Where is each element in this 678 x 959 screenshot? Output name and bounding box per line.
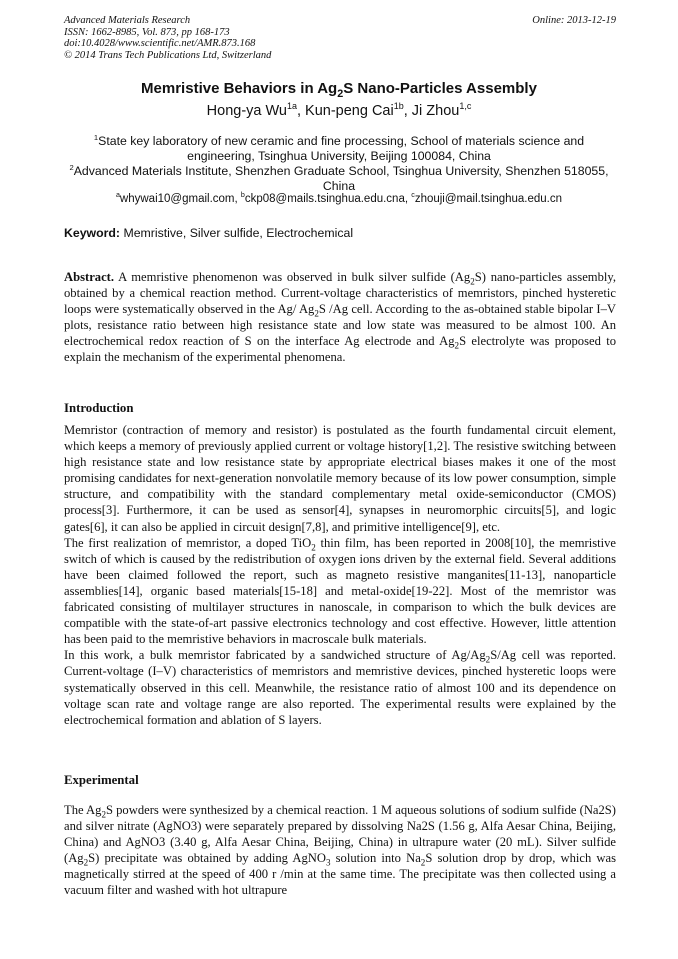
- abstract: Abstract. A memristive phenomenon was observed in bulk silver sulfide $(Ag_2S)$ nano-particles assembly, obtained by a chemical reaction method. Current-voltage characteristics of memristors, pinched hysteretic loops were systematically observed in the Ag/ $Ag_2S$ /Ag cell. According to the as-obtained stable bipolar I–V plots, resistance ratio between high resistance state and low state was measured to be almost 100. An electrochemical redox reaction of S on the interface Ag electrode and $Ag_2S$ electrolyte was proposed to explain the mechanism of the experimental phenomena.: [64, 270, 617, 365]
- keywords-list: Memristive, Silver sulfide, Electrochemical: [120, 226, 354, 240]
- affiliations: [60, 134, 618, 194]
- paragraph: The first realization of memristor, a doped TiO$_2$ thin film, has been reported in 2008[10], the memristive switch of which is caused by the redistribution of oxygen ions driven by the external field. Several additions have been claimed followed the report, such as magneto resistive manganites[11-13], nanoparticle assemblies[14], organic based materials[15-18] and metal-oxide[19-22]. Most of the memristor was fabricated consisting of multilayer structures in nanoscale, in comparison to which the bulk devices are compatible with the state-of-art passive electronics technology and cost effective. However, little attention has been paid to the memristive behaviors in macroscale bulk materials.: [64, 535, 616, 647]
- introduction-body: [64, 422, 616, 728]
- author-name: Hong-ya Wu: [206, 103, 287, 119]
- paragraph: In this work, a bulk memristor fabricated by a sandwiched structure of $Ag/Ag_2S/Ag$ cell was reported. Current-voltage (I–V) characteristics of memristors and memristive devices, pinched hysteretic loops were systematically observed in this cell. Meanwhile, the resistance ratio of almost 100 and its dependence on voltage scan rate and voltage range are also reported. The experimental results were explained by the electrochemical formation and ablation of S layers.: [64, 648, 616, 727]
- paper-title: Memristive Behaviors in $Ag_2S$ Nano-Particles Assembly: [141, 80, 537, 100]
- keywords: [64, 226, 353, 241]
- author-name: , Ji Zhou: [403, 103, 460, 119]
- affiliation-1: $^1$State key laboratory of new ceramic and fine processing, School of materials science and engineering, Tsinghua University, Beijing 100084, China: [93, 132, 585, 163]
- journal-header: [64, 15, 271, 61]
- journal-name: Advanced Materials Research: [64, 15, 191, 26]
- experimental-body: The $Ag_2S$ powders were synthesized by a chemical reaction. 1 M aqueous solutions of sodium sulfide (Na2S) and silver nitrate (AgNO3) were separately prepared by dissolving Na2S (1.56 g, Alfa Aesar China, Beijing, China) and AgNO3 (3.40 g, Alfa Aesar China, Beijing, China) in ultrapure water (20 mL). Silver sulfide $(Ag_2S)$ precipitate was obtained by adding AgNO$_3$ solution into $Na_2S$ solution drop by drop, which was magnetically stirred at the speed of 400 r /min at the same time. The precipitate was then collected using a vacuum filter and washed with hot ultrapure: [64, 803, 617, 898]
- experimental-heading: Experimental: [64, 773, 139, 787]
- paragraph: Memristor (contraction of memory and resistor) is postulated as the fourth fundamental circuit element, which keeps a memory of previously applied current or voltage history[1,2]. The resistive switching between high resistance state and low resistance state by appropriate electrical biases makes it one of the most promising candidates for next-generation nonvolatile memory because of its low power consumption, simple structure, and compatibility with the standard complementary metal oxide-semiconductor (CMOS) process[3]. Furthermore, it can be used as sensor[4], synapses in neuromorphic circuits[5], and logic gates[6], it can also be applied in circuit design[7,8], and primitive intelligence[9], etc.: [64, 423, 616, 534]
- author-emails: $^a$whywai10@gmail.com, $^b$ckp08@mails.tsinghua.edu.cna, $^c$zhouji@mail.tsinghua.edu.cn: [115, 191, 563, 205]
- author-name: , Kun-peng Cai: [296, 103, 394, 119]
- copyright-line: © 2014 Trans Tech Publications Ltd, Switzerland: [64, 49, 272, 61]
- issn-line: ISSN: 1662-8985, Vol. 873, pp 168-173: [64, 26, 230, 38]
- online-date: Online: 2013-12-19: [532, 15, 616, 26]
- author-line: Hong-ya $Wu^{1a}$, Kun-peng Cai$^{1b}$, Ji Zhou$^{1,c}$: [206, 101, 472, 119]
- keywords-label: Keyword:: [64, 226, 121, 240]
- doi-line: doi:10.4028/www.scientific.net/AMR.873.168: [64, 38, 256, 49]
- affiliation-2: $^2$Advanced Materials Institute, Shenzhen Graduate School, Tsinghua University, Shenzhen 518055, China: [69, 162, 609, 193]
- introduction-heading: Introduction: [64, 401, 134, 415]
- abstract-label: Abstract.: [64, 270, 115, 284]
